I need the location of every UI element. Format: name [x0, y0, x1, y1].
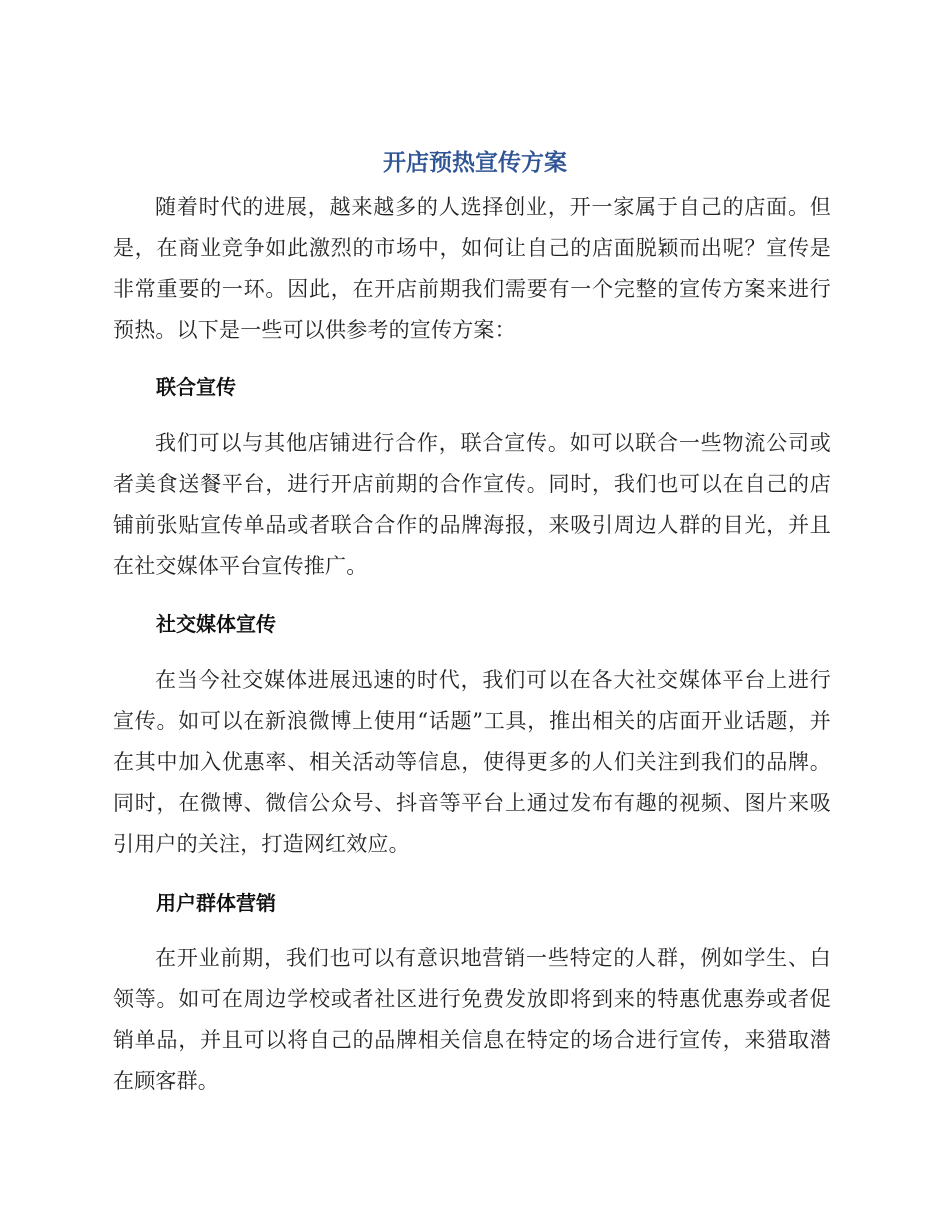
section-heading-user-group-marketing: 用户群体营销	[156, 891, 276, 915]
document-title: 开店预热宣传方案	[383, 150, 567, 176]
section-heading-joint-promotion: 联合宣传	[156, 375, 236, 399]
section-heading-social-media: 社交媒体宣传	[156, 612, 276, 636]
intro-paragraph: 随着时代的进展，越来越多的人选择创业，开一家属于自己的店面。但是，在商业竞争如此激烈的市场中，如何让自己的店面脱颖而出呢？宣传是非常重要的一环。因此，在开店前期我们需要有一个完整的宣传方案来进行预热。以下是一些可以供参考的宣传方案：	[113, 195, 831, 342]
section-body-social-media: 在当今社交媒体进展迅速的时代，我们可以在各大社交媒体平台上进行宣传。如可以在新浪微博上使用“话题”工具，推出相关的店面开业话题，并在其中加入优惠率、相关活动等信息，使得更多的人们关注到我们的品牌。同时，在微博、微信公众号、抖音等平台上通过发布有趣的视频、图片来吸引用户的关注，打造网红效应。	[113, 668, 831, 856]
section-body-user-group-marketing: 在开业前期，我们也可以有意识地营销一些特定的人群，例如学生、白领等。如可在周边学校或者社区进行免费发放即将到来的特惠优惠券或者促销单品，并且可以将自己的品牌相关信息在特定的场合进行宣传，来猎取潜在顾客群。	[113, 946, 831, 1093]
section-body-joint-promotion: 我们可以与其他店铺进行合作，联合宣传。如可以联合一些物流公司或者美食送餐平台，进行开店前期的合作宣传。同时，我们也可以在自己的店铺前张贴宣传单品或者联合合作的品牌海报，来吸引周边人群的目光，并且在社交媒体平台宣传推广。	[113, 431, 831, 578]
